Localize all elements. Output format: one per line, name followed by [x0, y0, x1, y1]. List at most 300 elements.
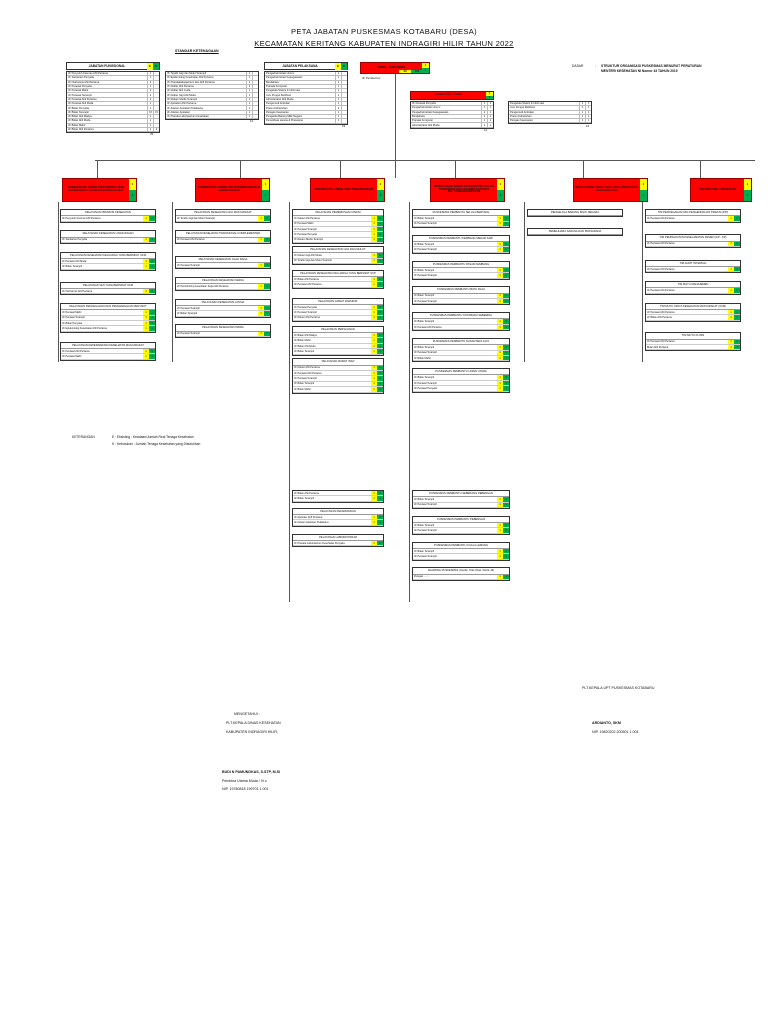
- connector-line: [583, 160, 584, 178]
- red-head-e: 1: [744, 179, 751, 190]
- unit-row-label: JF Bidan Ahli Madya: [294, 333, 317, 337]
- unit-row-label: JF Perawat Penyelia: [414, 386, 437, 390]
- row-e: 2: [147, 97, 153, 101]
- pelaksana-total: 19: [342, 123, 346, 128]
- unit-row-label: JF Bidan Terampil: [414, 294, 434, 298]
- unit-row-e: 1: [371, 349, 377, 353]
- connector-line: [340, 160, 341, 178]
- unit-row-e: 1: [371, 282, 377, 286]
- row-label: JF Bidan Terampil: [68, 110, 89, 114]
- kepala-e2: 30: [399, 70, 411, 73]
- unit-header: PELAYANAN KESEHATAN KELUARGA YANG BERSIFAT UKP: [293, 271, 383, 277]
- unit-row-k: 1: [503, 386, 509, 390]
- pelaksana-header-title: JABATAN PELAKSANA: [282, 64, 318, 68]
- connector-line: [240, 160, 241, 178]
- unit-row-e: 1: [497, 554, 503, 558]
- connector-line: [289, 202, 290, 602]
- row-label: Administrator Ahli Muda: [412, 123, 440, 127]
- red-head-5: [573, 178, 648, 202]
- unit-row-k: 1: [264, 263, 270, 267]
- row-e: 2: [147, 93, 153, 97]
- unit-row: [176, 238, 270, 243]
- mutu-unit-2: [645, 234, 741, 248]
- red-head-cells: [129, 179, 136, 201]
- unit-header: JEJARING PUSKESMAS (Apotik, Toko Obat, Klinik, dll): [413, 568, 509, 574]
- row-label: JF Nutrisionis Ahli Pertama: [68, 80, 100, 84]
- red-head-e: 1: [497, 179, 504, 190]
- unit-row-k: 1: [503, 575, 509, 579]
- unit-row-label: JF Bidan Ahli Pertama: [647, 315, 672, 319]
- row-k: 1: [487, 123, 493, 127]
- unit-row-k: 1: [377, 316, 383, 320]
- sign-left-name: BUDI N PAMUNGKAS, S.STP, M.SI: [222, 770, 280, 774]
- unit-row-e: 1: [371, 305, 377, 309]
- unit-row-e: 1: [497, 242, 503, 246]
- unit-row-k: 1: [149, 289, 155, 293]
- unit-row-label: JF Bidan Terampil: [177, 311, 197, 315]
- unit-header: PELAYANAN PROMOSI KESEHATAN: [61, 210, 155, 216]
- unit-row-e: 1: [728, 242, 734, 246]
- list-row: [265, 119, 347, 123]
- unit-row-e: 1: [497, 549, 503, 553]
- unit-row-label: JF Dokter Ahli Pertama: [294, 216, 320, 220]
- unit-row-label: JF Perawat Terampil: [414, 381, 437, 385]
- unit-row-k: 1: [503, 247, 509, 251]
- unit-header: PELAYANAN KESEHATAN OLAH RAGA: [176, 257, 270, 263]
- unit-row: [293, 238, 383, 243]
- unit-row-label: JF Perawat Terampil: [177, 263, 200, 267]
- row-label: JF Dokter Ahli muda: [167, 89, 191, 93]
- unit-header: TIM MUTU MANAJEMEN: [646, 282, 740, 288]
- dasar-line1: STRUKTUR ORGANISASI PUSKESMAS MENURUT PERATURAN: [601, 64, 702, 68]
- sign-left-l2: PLT.KEPALA DINAS KESEHATAN: [226, 721, 281, 725]
- ukp-unit-5: [292, 326, 384, 356]
- unit-row-label: JF Bidan Terampil: [414, 242, 434, 246]
- unit-row-label: JF Bidan Terampil: [294, 497, 314, 501]
- red-head-k: 1: [744, 190, 751, 201]
- pelaksana-header: [264, 62, 348, 70]
- row-label: Bendahara: [412, 115, 425, 119]
- red-head-name: PENANGGUNG JAWAB UKM ESENSIAL DAN KEPERAWATAN KESEHATAN MASYARAKAT: [68, 186, 124, 192]
- unit-row-k: 1: [377, 253, 383, 257]
- mutu-unit-6: [645, 332, 741, 351]
- pustu-unit-b-1: [412, 490, 510, 509]
- red-head-e: 1: [262, 179, 269, 190]
- unit-row-label: JF Terafis Gigi dan Mulut Terampil: [177, 216, 215, 220]
- kepala-cells: [422, 63, 429, 73]
- unit-row: [413, 503, 509, 508]
- unit-row-label: JF Epidemiolog Kesehatan Ahli Pertama: [62, 327, 107, 331]
- row-e: 1: [481, 119, 487, 123]
- sign-right-name: ARDIANTO, SKM: [592, 721, 621, 725]
- unit-row-e: 1: [371, 520, 377, 524]
- unit-row-e: 1: [497, 575, 503, 579]
- unit-row-label: JF Nutrisionis Ahli Pertama: [62, 289, 93, 293]
- unit-header: PUSKESMAS PEMBANTU KEMBANG MEKAR SARI: [413, 236, 509, 242]
- unit-header: PELAYANAN KESEHATAN GIGI DAN MULUT: [293, 247, 383, 253]
- unit-row-e: 1: [371, 277, 377, 281]
- unit-row-k: 1: [503, 497, 509, 501]
- mutu-unit-1: [645, 209, 741, 223]
- unit-row: [413, 299, 509, 304]
- unit-row-label: JF Perawat Terampil: [414, 529, 437, 533]
- unit-row-label: JF Pembimbing Kesehatan Kerja Ahli Pertama: [177, 285, 229, 289]
- dasar-label: DASAR: [572, 64, 584, 68]
- red-head-name: PENANGGUNG JAWAB JARINGAN PELAYANAN PUSKESMAS DAN JEJARING FASILITAS PELAYANAN KESEHATAN: [434, 184, 494, 194]
- pustu-unit-2: [412, 235, 510, 254]
- unit-row-label: JF Bidan Mahir: [294, 387, 311, 391]
- row-k: 1: [487, 115, 493, 119]
- row-e: 2: [481, 115, 487, 119]
- tata-usaha-total: 12: [484, 127, 488, 132]
- row-e: 1: [147, 123, 153, 127]
- unit-row-k: 1: [149, 259, 155, 263]
- unit-row-e: 1: [497, 356, 503, 360]
- unit-row-label: JF Bidan Ahli Pertama: [294, 491, 319, 495]
- page-title: PETA JABATAN PUSKESMAS KOTABARU (DESA): [291, 27, 477, 36]
- ukp-dev-unit-3: [175, 256, 271, 270]
- unit-row: [176, 216, 270, 221]
- unit-row-k: 1: [734, 267, 740, 271]
- unit-row-k: 1: [503, 345, 509, 349]
- row-k: 1: [585, 106, 591, 110]
- tata-usaha-list2: [508, 101, 592, 124]
- unit-row-k: 1: [503, 528, 509, 532]
- unit-row-e: 1: [371, 515, 377, 519]
- unit-row-k: 1: [503, 216, 509, 220]
- row-e: 2: [246, 85, 252, 89]
- row-e: 1: [335, 72, 341, 76]
- row-label: JF Perawat Penyelia: [412, 102, 436, 106]
- ukp-unit-4: [292, 298, 384, 322]
- row-label: JF Dokter Ahli Pertama: [167, 85, 194, 89]
- unit-row: [646, 288, 740, 293]
- unit-row-k: 1: [149, 310, 155, 314]
- unit-row-k: 1: [503, 273, 509, 277]
- unit-row-e: 1: [371, 238, 377, 242]
- unit-row: [61, 354, 155, 359]
- unit-row-k: 1: [377, 333, 383, 337]
- unit-row-k: 1: [503, 351, 509, 355]
- unit-row-label: JF Perawat Terampil: [414, 299, 437, 303]
- unit-row-label: JF Dokter Gigi Ahli Muda: [294, 253, 322, 257]
- unit-row-label: JF Asisten Apoteker Pelaksana: [294, 521, 329, 525]
- mutu-unit-3: [645, 260, 741, 274]
- unit-row-label: Bidan Ahli Pertama: [647, 345, 669, 349]
- row-label: Pengadministrasi Kepegawaian: [266, 76, 303, 80]
- ukp-unit-b-3: [292, 534, 384, 548]
- unit-row-e: 1: [497, 503, 503, 507]
- unit-row-e: 1: [497, 273, 503, 277]
- unit-row-k: 1: [264, 238, 270, 242]
- red-head-e: 1: [377, 179, 384, 190]
- kepala-e: 1: [422, 63, 429, 68]
- unit-row-k: 1: [503, 549, 509, 553]
- unit-row-label: JF Perawat Terampil: [414, 248, 437, 252]
- unit-row-e: 1: [497, 294, 503, 298]
- unit-row-k: 1: [264, 216, 270, 220]
- unit-row: [176, 311, 270, 316]
- unit-row-k: 1: [503, 523, 509, 527]
- unit-row-e: 1: [371, 496, 377, 500]
- row-k: 1: [487, 119, 493, 123]
- unit-row-label: JF Pranata Laboratorium Kesehatan Penyelia: [294, 541, 345, 545]
- row-label: JF Perawat Mahir: [68, 89, 89, 93]
- fungsional-right-total: 14: [250, 119, 254, 124]
- row-k: 1: [585, 119, 591, 123]
- unit-row-label: JF Bidan Terampil: [294, 349, 314, 353]
- unit-row-e: 1: [371, 216, 377, 220]
- unit-header: PUSKESMAS PEMBANTU KUALA LEMANG: [413, 543, 509, 549]
- unit-row-label: JF Perawat Terampil: [177, 332, 200, 336]
- unit-row-e: 1: [371, 376, 377, 380]
- unit-header: PELAYANAN KESEHATAN LINGKUNGAN: [61, 231, 155, 237]
- connector-line: [58, 202, 59, 362]
- unit-row: [293, 316, 383, 321]
- row-k: 1: [585, 110, 591, 114]
- unit-row-label: JF Perawat Ahli Pertama: [647, 310, 675, 314]
- row-e: 1: [246, 93, 252, 97]
- unit-header: PELAYANAN LABORATORIUM: [293, 535, 383, 541]
- unit-row-k: 1: [264, 284, 270, 288]
- ukp-unit-1: [292, 209, 384, 244]
- unit-row-e: 1: [371, 387, 377, 391]
- unit-row: [176, 284, 270, 289]
- row-e: 1: [147, 115, 153, 119]
- unit-row-e: 1: [728, 288, 734, 292]
- unit-row: [413, 356, 509, 361]
- row-k: [341, 119, 347, 123]
- unit-row-k: 1: [734, 340, 740, 344]
- red-head-name: PENANGGUNG JAWAB MUTU: [698, 187, 737, 191]
- ukm-unit-2: [60, 230, 156, 244]
- list-row: [509, 119, 591, 123]
- row-label: JF Perawat Ahli Muda: [68, 102, 94, 106]
- unit-header: PELAYANAN KESEHATAN TRADISIONAL KOMPLEMENTER: [176, 231, 270, 237]
- row-k: 15: [153, 110, 159, 114]
- unit-row: [646, 345, 740, 350]
- row-e: 15: [147, 110, 153, 114]
- row-e: 1: [246, 115, 252, 119]
- unit-row-e: 1: [497, 222, 503, 226]
- row-label: Pramu Kebersihan: [510, 115, 532, 119]
- unit-row-e: 1: [258, 216, 264, 220]
- ukp-unit-6: [292, 358, 384, 393]
- unit-row-label: JF Perawat Terampil: [414, 273, 437, 277]
- pustu-unit-6: [412, 338, 510, 362]
- kepala-row: JF Penata Kes: [362, 76, 381, 80]
- row-label: Pemelihara sarana & Prasarana: [266, 119, 303, 123]
- unit-row: [646, 216, 740, 221]
- pustu-unit-1: [412, 209, 510, 228]
- unit-row: [413, 528, 509, 533]
- red-head-3: [310, 178, 385, 202]
- row-k: 1: [487, 102, 493, 106]
- unit-header: PELAYANAN PENCEGAHAN DAN PENGENDALIAN PENYAKIT: [61, 304, 155, 310]
- unit-row-k: 1: [149, 264, 155, 268]
- red-head-e: 1: [129, 179, 136, 190]
- unit-row: [413, 554, 509, 559]
- ukm-unit-5: [60, 303, 156, 333]
- mutu-unit-4: [645, 281, 741, 295]
- row-k: 2: [153, 128, 159, 132]
- tata-usaha-box: [410, 91, 494, 100]
- unit-row-label: JF Bidan Terampil: [414, 216, 434, 220]
- row-label: JF Perawat Penyelia: [68, 85, 92, 89]
- sign-left-rank: Pembina Utama Muda / IV.c: [222, 779, 267, 783]
- row-e: 1: [579, 110, 585, 114]
- row-label: JF Asisten Apoteker Pelaksana: [167, 106, 203, 110]
- tata-usaha-list: [410, 101, 494, 129]
- unit-row-e: 1: [371, 366, 377, 370]
- unit-row-label: JF Bidan Mahir: [414, 356, 431, 360]
- row-label: JF Apoteker Ahli Pertama: [167, 102, 197, 106]
- row-e: 1: [147, 80, 153, 84]
- unit-row-label: JF Dokter Ahli Pertama: [294, 316, 320, 320]
- ukm-unit-6: [60, 342, 156, 361]
- row-e: 1: [481, 123, 487, 127]
- unit-row-label: JF Perawat Ahli Pertama: [647, 289, 675, 293]
- sign-left-l3: KABUPATEN INDRAGIRI HILIR,: [226, 730, 278, 734]
- ukp-dev-unit-6: [175, 324, 271, 338]
- unit-row-label: JF Penyuluh Kesmas Ahli Pertama: [62, 216, 101, 220]
- unit-row-label: JF Perawat Ahli Pertama: [177, 238, 205, 242]
- row-e: 1: [579, 102, 585, 106]
- unit-row-k: 1: [734, 242, 740, 246]
- row-e: 1: [335, 93, 341, 97]
- unit-row-k: 1: [377, 282, 383, 286]
- unit-row-e: 1: [497, 351, 503, 355]
- mutu-unit-5: [645, 303, 741, 322]
- unit-row-e: 1: [728, 216, 734, 220]
- unit-row-k: 1: [377, 366, 383, 370]
- ukm-unit-1: [60, 209, 156, 223]
- tata-usaha-total2: 15: [586, 123, 590, 128]
- unit-row: [61, 326, 155, 331]
- unit-row-label: JF Perawat Terampil: [414, 351, 437, 355]
- unit-row-k: 1: [377, 310, 383, 314]
- unit-row: [293, 541, 383, 546]
- connector-line: [172, 202, 173, 362]
- unit-row-label: JF Perawat Terampil: [62, 316, 85, 320]
- keterangan-k: K : Kebutuhan : Jumlah Tenaga Kesehatan yang Dibutuhkan: [112, 442, 201, 446]
- unit-row-k: 1: [377, 541, 383, 545]
- unit-row-e: 1: [371, 232, 377, 236]
- unit-row-label: JF Perawat Ahli Pertama: [647, 267, 675, 271]
- fungsional-header-k: K: [154, 64, 158, 68]
- unit-row-e: 1: [497, 345, 503, 349]
- ukp-dev-unit-4: [175, 277, 271, 291]
- row-e: 1: [335, 97, 341, 101]
- unit-row-label: JF Bidan Penyelia: [62, 321, 83, 325]
- unit-row-e: 1: [371, 310, 377, 314]
- unit-row: [293, 282, 383, 287]
- unit-row-label: JF Bidan Terampil: [414, 320, 434, 324]
- unit-row-e: 1: [143, 326, 149, 330]
- row-label: Juru Pungut Retribusi: [510, 106, 535, 110]
- red-head-1: [62, 178, 137, 202]
- unit-row-label: JF Sanitarian Penyelia: [62, 238, 88, 242]
- row-e: 1: [246, 80, 252, 84]
- unit-row-k: 1: [377, 216, 383, 220]
- row-label: Pengemudi Ambulan: [266, 102, 290, 106]
- unit-row-k: 1: [503, 356, 509, 360]
- row-label: Pramu Kebersihan: [266, 106, 288, 110]
- tata-usaha-name: KEPALA TATA USAHA: [434, 93, 463, 97]
- row-label: JF Perawat Ahli Pertama: [68, 97, 97, 101]
- unit-row-e: 1: [728, 310, 734, 314]
- unit-row: [176, 263, 270, 268]
- unit-row-label: JF Perawat Ahli Pertama: [647, 242, 675, 246]
- unit-row-k: 1: [734, 288, 740, 292]
- unit-row-e: 1: [143, 238, 149, 242]
- unit-row: [413, 386, 509, 391]
- unit-row: [61, 264, 155, 269]
- unit-row-e: 1: [371, 338, 377, 342]
- unit-header: TIM PENINGKATAN KESELAMATAN PASIEN (KP - KP): [646, 235, 740, 241]
- row-e: 2: [335, 106, 341, 110]
- unit-row-k: 1: [264, 311, 270, 315]
- row-e: 1: [579, 119, 585, 123]
- unit-row-k: 1: [377, 338, 383, 342]
- unit-header: TIM PENCEGAHAN DAN PENGENDALIAN INFEKSI (PPI): [646, 210, 740, 216]
- unit-row: [646, 267, 740, 272]
- row-label: Pranata Komputer: [266, 85, 288, 89]
- unit-row-k: 1: [734, 315, 740, 319]
- row-label: Pengadministrasi Kepegawaian: [412, 110, 449, 114]
- unit-row: [646, 242, 740, 247]
- row-e: 1: [246, 110, 252, 114]
- row-label: JF Pranatalaboratorium Kes Ahli Pertama: [167, 80, 215, 84]
- unit-row-k: 1: [149, 354, 155, 358]
- unit-row-label: JF Perawat Mahir: [294, 222, 314, 226]
- unit-row-e: 1: [728, 315, 734, 319]
- unit-row-k: 1: [149, 321, 155, 325]
- list-row: [67, 128, 159, 132]
- connector-line: [395, 74, 396, 178]
- unit-row-e: 1: [258, 263, 264, 267]
- unit-row: [413, 325, 509, 330]
- unit-row-label: JF Perawat Terampil: [294, 227, 317, 231]
- row-e: 1: [147, 128, 153, 132]
- pustu-unit-b-4: [412, 567, 510, 581]
- ukm-unit-3: [60, 252, 156, 271]
- unit-row-label: JF Bidan Terampil: [414, 376, 434, 380]
- row-k: 1: [585, 102, 591, 106]
- red-head-cells: [262, 179, 269, 201]
- row-e: 1: [147, 85, 153, 89]
- row-e: 1: [335, 76, 341, 80]
- unit-row: [413, 575, 509, 580]
- unit-row-label: JF Bidan Terampil: [294, 382, 314, 386]
- red-head-k: 1: [262, 190, 269, 201]
- row-e: 1: [246, 106, 252, 110]
- unit-row-k: 1: [377, 515, 383, 519]
- keterangan-e: E : Eksisting : Keadaan/Jumlah Real Tenaga Kesehatan: [112, 435, 194, 439]
- unit-row-label: JF Perawat Penyelia: [294, 305, 317, 309]
- unit-row: [413, 273, 509, 278]
- unit-row: [413, 247, 509, 252]
- row-e: 1: [147, 72, 153, 76]
- unit-row-label: JF Bidan Terampil: [414, 549, 434, 553]
- unit-row-label: JF Perawat Ahli Pertama: [294, 371, 322, 375]
- row-label: Pengadministrasi Umum: [266, 72, 295, 76]
- connector-line: [524, 202, 525, 362]
- row-label: JF Epidemiolog Kesehatan Ahli Pertama: [167, 76, 214, 80]
- row-label: Pengelola Sistem & Informasi: [510, 102, 545, 106]
- row-k: [252, 115, 258, 119]
- ukp-unit-b-2: [292, 508, 384, 527]
